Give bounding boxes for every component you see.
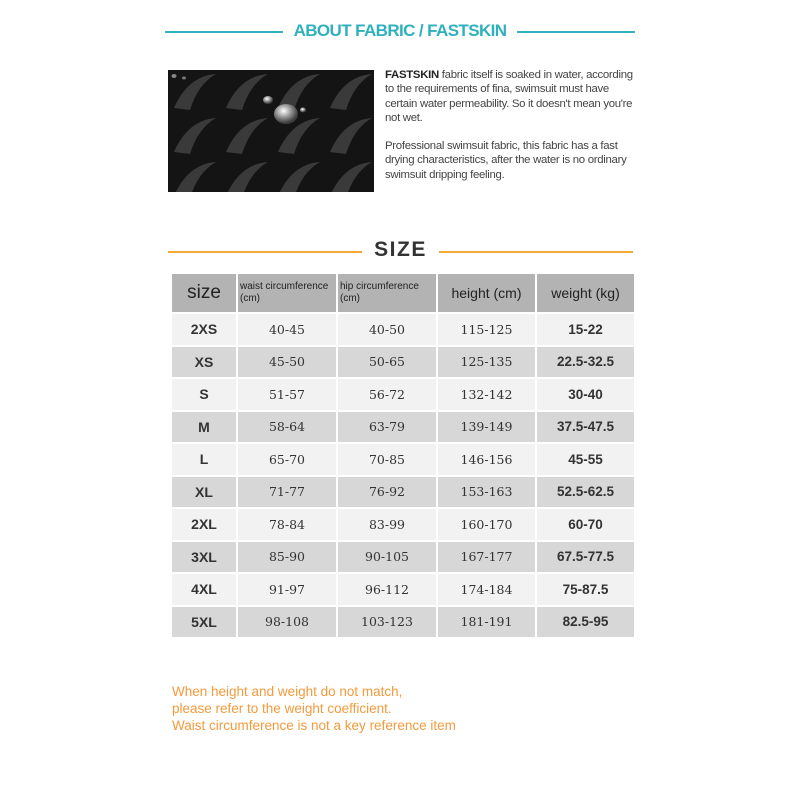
fabric-description bbox=[385, 68, 635, 196]
table-row bbox=[171, 541, 635, 574]
header-size: size bbox=[171, 273, 237, 313]
note-line-2: please refer to the weight coefficient. bbox=[172, 701, 392, 716]
height-cell: 115-125 bbox=[437, 313, 536, 346]
fabric-brand-name: FASTSKIN bbox=[385, 69, 439, 81]
waist-cell: 71-77 bbox=[237, 476, 337, 509]
height-cell: 160-170 bbox=[437, 508, 536, 541]
size-cell: 5XL bbox=[171, 606, 237, 639]
fabric-section-header bbox=[165, 18, 635, 46]
weight-cell: 30-40 bbox=[536, 378, 635, 411]
size-cell: 2XS bbox=[171, 313, 237, 346]
height-cell: 174-184 bbox=[437, 573, 536, 606]
height-cell: 139-149 bbox=[437, 411, 536, 444]
size-cell: XS bbox=[171, 346, 237, 379]
table-row bbox=[171, 476, 635, 509]
height-cell: 167-177 bbox=[437, 541, 536, 574]
table-row bbox=[171, 606, 635, 639]
hip-cell: 50-65 bbox=[337, 346, 437, 379]
table-row bbox=[171, 411, 635, 444]
table-row bbox=[171, 573, 635, 606]
size-cell: L bbox=[171, 443, 237, 476]
weight-cell: 45-55 bbox=[536, 443, 635, 476]
waist-cell: 65-70 bbox=[237, 443, 337, 476]
table-row bbox=[171, 313, 635, 346]
fabric-section-title: ABOUT FABRIC / FASTSKIN bbox=[293, 21, 507, 40]
height-cell: 181-191 bbox=[437, 606, 536, 639]
height-cell: 146-156 bbox=[437, 443, 536, 476]
header-weight: weight (kg) bbox=[536, 273, 635, 313]
hip-cell: 56-72 bbox=[337, 378, 437, 411]
hip-cell: 83-99 bbox=[337, 508, 437, 541]
size-chart-table bbox=[170, 272, 636, 639]
size-notes bbox=[172, 683, 612, 734]
header-hip: hip circumference (cm) bbox=[337, 273, 437, 313]
note-line-3: Waist circumference is not a key reference item bbox=[172, 718, 456, 733]
size-cell: XL bbox=[171, 476, 237, 509]
weight-cell: 82.5-95 bbox=[536, 606, 635, 639]
size-cell: M bbox=[171, 411, 237, 444]
size-cell: 4XL bbox=[171, 573, 237, 606]
height-cell: 132-142 bbox=[437, 378, 536, 411]
note-line-1: When height and weight do not match, bbox=[172, 684, 403, 699]
size-cell: S bbox=[171, 378, 237, 411]
waist-cell: 98-108 bbox=[237, 606, 337, 639]
header-divider-right bbox=[517, 31, 635, 33]
size-cell: 2XL bbox=[171, 508, 237, 541]
weight-cell: 60-70 bbox=[536, 508, 635, 541]
size-section-title: SIZE bbox=[374, 238, 427, 261]
waist-cell: 91-97 bbox=[237, 573, 337, 606]
fabric-paragraph-2: Professional swimsuit fabric, this fabric has a fast drying characteristics, after the water is no ordinary swimsuit dripping feeling. bbox=[385, 140, 627, 181]
weight-cell: 67.5-77.5 bbox=[536, 541, 635, 574]
hip-cell: 63-79 bbox=[337, 411, 437, 444]
size-cell: 3XL bbox=[171, 541, 237, 574]
header-waist: waist circumference (cm) bbox=[237, 273, 337, 313]
size-table-body bbox=[171, 313, 635, 638]
height-cell: 125-135 bbox=[437, 346, 536, 379]
waist-cell: 40-45 bbox=[237, 313, 337, 346]
header-height: height (cm) bbox=[437, 273, 536, 313]
size-divider-right bbox=[439, 251, 633, 253]
table-row bbox=[171, 378, 635, 411]
size-table-header-row bbox=[171, 273, 635, 313]
hip-cell: 90-105 bbox=[337, 541, 437, 574]
waist-cell: 58-64 bbox=[237, 411, 337, 444]
weight-cell: 22.5-32.5 bbox=[536, 346, 635, 379]
hip-cell: 96-112 bbox=[337, 573, 437, 606]
fabric-paragraph-1-text: fabric itself is soaked in water, according to the requirements of fina, swimsuit must have certain water permeability. So it doesn't mean you're not wet. bbox=[385, 69, 633, 124]
weight-cell: 15-22 bbox=[536, 313, 635, 346]
height-cell: 153-163 bbox=[437, 476, 536, 509]
weight-cell: 52.5-62.5 bbox=[536, 476, 635, 509]
waist-cell: 78-84 bbox=[237, 508, 337, 541]
hip-cell: 40-50 bbox=[337, 313, 437, 346]
fabric-paragraph-1 bbox=[385, 68, 635, 125]
weight-cell: 37.5-47.5 bbox=[536, 411, 635, 444]
hip-cell: 70-85 bbox=[337, 443, 437, 476]
hip-cell: 103-123 bbox=[337, 606, 437, 639]
table-row bbox=[171, 508, 635, 541]
waist-cell: 51-57 bbox=[237, 378, 337, 411]
table-row bbox=[171, 346, 635, 379]
waist-cell: 85-90 bbox=[237, 541, 337, 574]
waist-cell: 45-50 bbox=[237, 346, 337, 379]
size-section-header bbox=[168, 236, 633, 266]
table-row bbox=[171, 443, 635, 476]
weight-cell: 75-87.5 bbox=[536, 573, 635, 606]
fabric-water-droplet-image bbox=[168, 70, 374, 192]
hip-cell: 76-92 bbox=[337, 476, 437, 509]
